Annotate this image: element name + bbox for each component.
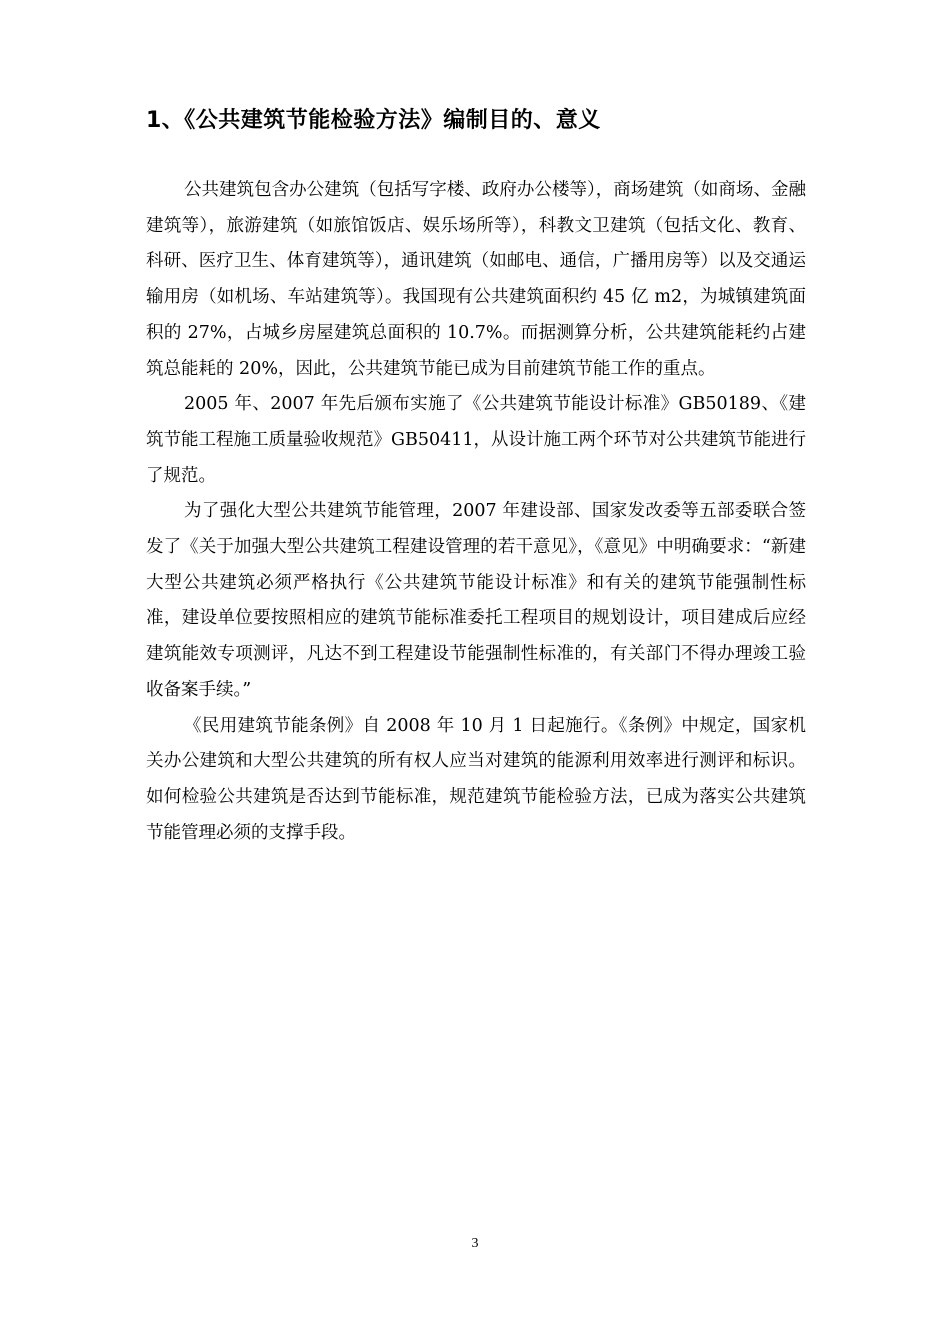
body-text	[146, 173, 806, 851]
paragraph-public-building-scope: 公共建筑包含办公建筑（包括写字楼、政府办公楼等），商场建筑（如商场、金融建筑等），旅游建筑（如旅馆饭店、娱乐场所等），科教文卫建筑（包括文化、教育、科研、医疗卫生、体育建筑等），通讯建筑（如邮电、通信，广播用房等）以及交通运输用房（如机场、车站建筑等）。我国现有公共建筑面积约 45 亿 m2，为城镇建筑面积的 27%，占城乡房屋建筑总面积的 10.7%。而据测算分析，公共建筑能耗约占建筑总能耗的 20%，因此，公共建筑节能已成为目前建筑节能工作的重点。	[146, 180, 806, 379]
paragraph-energy-regulation: 《民用建筑节能条例》自 2008 年 10 月 1 日起施行。《条例》中规定，国家机关办公建筑和大型公共建筑的所有权人应当对建筑的能源利用效率进行测评和标识。如何检验公共建筑是否达到节能标准，规范建筑节能检验方法，已成为落实公共建筑节能管理必须的支撑手段。	[146, 715, 806, 843]
section-heading: 1、《公共建筑节能检验方法》编制目的、意义	[146, 108, 601, 133]
paragraph-management-opinions: 为了强化大型公共建筑节能管理，2007 年建设部、国家发改委等五部委联合签发了《关于加强大型公共建筑工程建设管理的若干意见》，《意见》中明确要求：“新建大型公共建筑必须严格执行《公共建筑节能设计标准》和有关的建筑节能强制性标准，建设单位要按照相应的建筑节能标准委托工程项目的规划设计，项目建成后应经建筑能效专项测评，凡达不到工程建设节能强制性标准的，有关部门不得办理竣工验收备案手续。”	[146, 501, 806, 700]
page-number: 3	[471, 1236, 479, 1251]
paragraph-standards-issued: 2005 年、2007 年先后颁布实施了《公共建筑节能设计标准》GB50189、《建筑节能工程施工质量验收规范》GB50411，从设计施工两个环节对公共建筑节能进行了规范。	[146, 394, 807, 486]
